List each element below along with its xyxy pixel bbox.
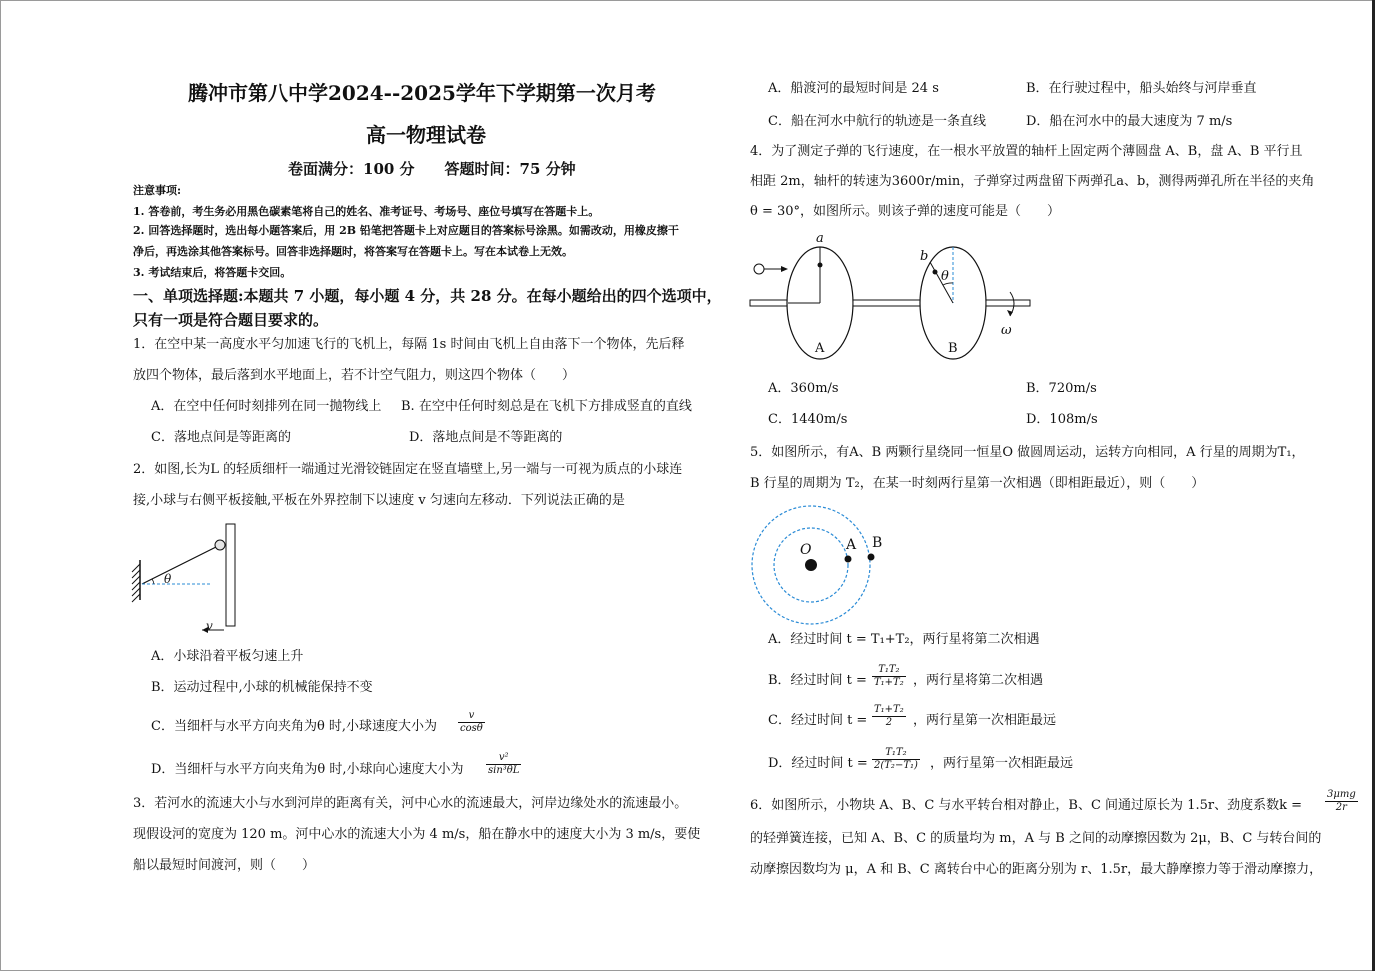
exam-info: 卷面满分：100 分 答题时间：75 分钟 <box>288 160 576 178</box>
q5-option-c-fraction <box>872 704 906 729</box>
note-item: 3. 考试结束后，将答题卡交回。 <box>133 266 292 279</box>
q4-stem-cont: θ = 30°，如图所示。则该子弹的速度可能是（ ） <box>750 204 1061 219</box>
q5-option-b-prefix: B．经过时间 t = <box>768 673 867 688</box>
q3-option-c: C．船在河水中航行的轨迹是一条直线 <box>768 114 986 129</box>
q2-option-c: C．当细杆与水平方向夹角为θ 时,小球速度大小为 <box>151 719 438 734</box>
fraction-denominator: 2r <box>1335 802 1347 813</box>
q1-stem-cont: 放四个物体，最后落到水平地面上，若不计空气阻力，则这四个物体（ ） <box>133 368 576 383</box>
q4-stem: 4．为了测定子弹的飞行速度，在一根水平放置的轴杆上固定两个薄圆盘 A、B，盘 A、B 平行且 <box>750 144 1303 159</box>
q2-figure-theta-label: θ <box>164 572 172 586</box>
q4-figure-disc-a-label: A <box>815 341 825 356</box>
fraction-denominator: 2 <box>885 717 893 728</box>
fraction-numerator: T₁+T₂ <box>874 704 904 715</box>
q2-option-d: D．当细杆与水平方向夹角为θ 时,小球向心速度大小为 <box>151 762 464 777</box>
fraction-denominator: sin³θL <box>488 765 520 776</box>
q5-figure-planet-b-label: B <box>872 535 883 551</box>
fraction-denominator: T₁+T₂ <box>874 677 904 688</box>
fraction-numerator: v <box>458 710 485 723</box>
q2-option-d-fraction <box>486 752 521 777</box>
q5-option-b-fraction <box>872 664 906 689</box>
q1-option-c: C．落地点间是等距离的 <box>151 430 291 445</box>
q5-figure <box>748 505 878 625</box>
q1-option-d: D．落地点间是不等距离的 <box>409 430 563 445</box>
q4-option-a: A．360m/s <box>768 381 839 396</box>
q1-option-b: B. 在空中任何时刻总是在飞机下方排成竖直的直线 <box>401 399 692 414</box>
q2-stem-cont: 接,小球与右侧平板接触,平板在外界控制下以速度 v 匀速向左移动．下列说法正确的是 <box>133 493 625 508</box>
q4-figure <box>748 230 1038 365</box>
note-item: 1. 答卷前，考生务必用黑色碳素笔将自己的姓名、准考证号、考场号、座位号填写在答题卡上。 <box>133 205 600 218</box>
q4-figure-theta-label: θ <box>941 269 949 284</box>
notes-heading: 注意事项: <box>133 184 182 197</box>
q5-stem-cont: B 行星的周期为 T₂，在某一时刻两行星第一次相遇（即相距最近），则（ ） <box>750 476 1205 491</box>
exam-title: 腾冲市第八中学2024--2025学年下学期第一次月考 <box>188 81 656 105</box>
q5-option-d-fraction <box>872 747 920 772</box>
q4-option-c: C．1440m/s <box>768 412 848 427</box>
q4-option-d: D．108m/s <box>1026 412 1098 427</box>
q4-figure-omega-label: ω <box>1001 323 1012 338</box>
q1-stem: 1．在空中某一高度水平匀加速飞行的飞机上，每隔 1s 时间由飞机上自由落下一个物体，先后释 <box>133 337 685 352</box>
q1-option-a: A．在空中任何时刻排列在同一抛物线上 <box>151 399 382 414</box>
q5-stem: 5．如图所示，有A、B 两颗行星绕同一恒星O 做圆周运动，运转方向相同，A 行星的周期为T₁， <box>750 445 1305 460</box>
q4-option-b: B．720m/s <box>1026 381 1097 396</box>
section-heading-cont: 只有一项是符合题目要求的。 <box>133 311 329 329</box>
q5-option-d-suffix: ，两行星第一次相距最远 <box>930 756 1074 771</box>
q2-option-c-fraction <box>458 710 485 735</box>
q2-option-b: B．运动过程中,小球的机械能保持不变 <box>151 680 373 695</box>
fraction-numerator: T₁T₂ <box>872 664 906 677</box>
q5-option-d-prefix: D．经过时间 t = <box>768 756 868 771</box>
fraction-numerator: 3μmg <box>1327 789 1356 800</box>
q6-stem-cont: 的轻弹簧连接，已知 A、B、C 的质量均为 m，A 与 B 之间的动摩擦因数为 2μ，B、C 与转台间的 <box>750 831 1322 846</box>
q5-option-a: A．经过时间 t = T₁+T₂，两行星将第二次相遇 <box>768 632 1040 647</box>
note-item: 2. 回答选择题时，选出每小题答案后，用 2B 铅笔把答题卡上对应题目的答案标号涂黑。如需改动，用橡皮擦干 <box>133 224 679 237</box>
q5-option-b-suffix: ，两行星将第二次相遇 <box>913 673 1044 688</box>
q3-stem: 3．若河水的流速大小与水到河岸的距离有关，河中心水的流速最大，河岸边缘处水的流速最小。 <box>133 796 688 811</box>
q3-option-a: A．船渡河的最短时间是 24 s <box>768 81 939 96</box>
note-item: 净后，再选涂其他答案标号。回答非选择题时，将答案写在答题卡上。写在本试卷上无效。 <box>133 245 573 258</box>
fraction-denominator: 2(T₂−T₁) <box>874 760 918 771</box>
q4-figure-hole-a-label: a <box>816 231 824 246</box>
fraction-numerator: T₁T₂ <box>872 747 920 760</box>
q3-stem-cont: 现假设河的宽度为 120 m。河中心水的流速大小为 4 m/s，船在静水中的速度大小为 3 m/s，要使 <box>133 827 701 842</box>
q3-stem-cont: 船以最短时间渡河，则（ ） <box>133 858 316 873</box>
q5-figure-planet-a-label: A <box>846 537 857 553</box>
q2-option-a: A．小球沿着平板匀速上升 <box>151 649 304 664</box>
q2-figure-v-label: v <box>206 619 213 633</box>
q4-figure-hole-b-label: b <box>920 249 929 264</box>
q6-stem: 6．如图所示，小物块 A、B、C 与水平转台相对静止，B、C 间通过原长为 1.5r、劲度系数k = <box>750 798 1302 813</box>
section-heading: 一、单项选择题:本题共 7 小题，每小题 4 分，共 28 分。在每小题给出的四个选项中， <box>133 287 722 305</box>
fraction-denominator: cosθ <box>460 723 483 734</box>
exam-subtitle: 高一物理试卷 <box>366 123 486 147</box>
q3-option-d: D．船在河水中的最大速度为 7 m/s <box>1026 114 1233 129</box>
fraction-numerator: v² <box>486 752 521 765</box>
q4-stem-cont: 相距 2m，轴杆的转速为3600r/min，子弹穿过两盘留下两弹孔a、b，测得两弹孔所在半径的夹角 <box>750 174 1315 189</box>
q2-figure <box>128 520 248 640</box>
q5-figure-star-label: O <box>800 542 812 558</box>
q6-spring-constant-fraction <box>1325 789 1358 814</box>
q6-stem-cont: 动摩擦因数均为 μ，A 和 B、C 离转台中心的距离分别为 r、1.5r，最大静摩擦力等于滑动摩擦力， <box>750 862 1323 877</box>
q3-option-b: B．在行驶过程中，船头始终与河岸垂直 <box>1026 81 1257 96</box>
q2-stem: 2．如图,长为L 的轻质细杆一端通过光滑铰链固定在竖直墙壁上,另一端与一可视为质点的小球连 <box>133 462 683 477</box>
q4-figure-disc-b-label: B <box>948 341 958 356</box>
q5-option-c-suffix: ，两行星第一次相距最远 <box>913 713 1057 728</box>
q5-option-c-prefix: C．经过时间 t = <box>768 713 868 728</box>
